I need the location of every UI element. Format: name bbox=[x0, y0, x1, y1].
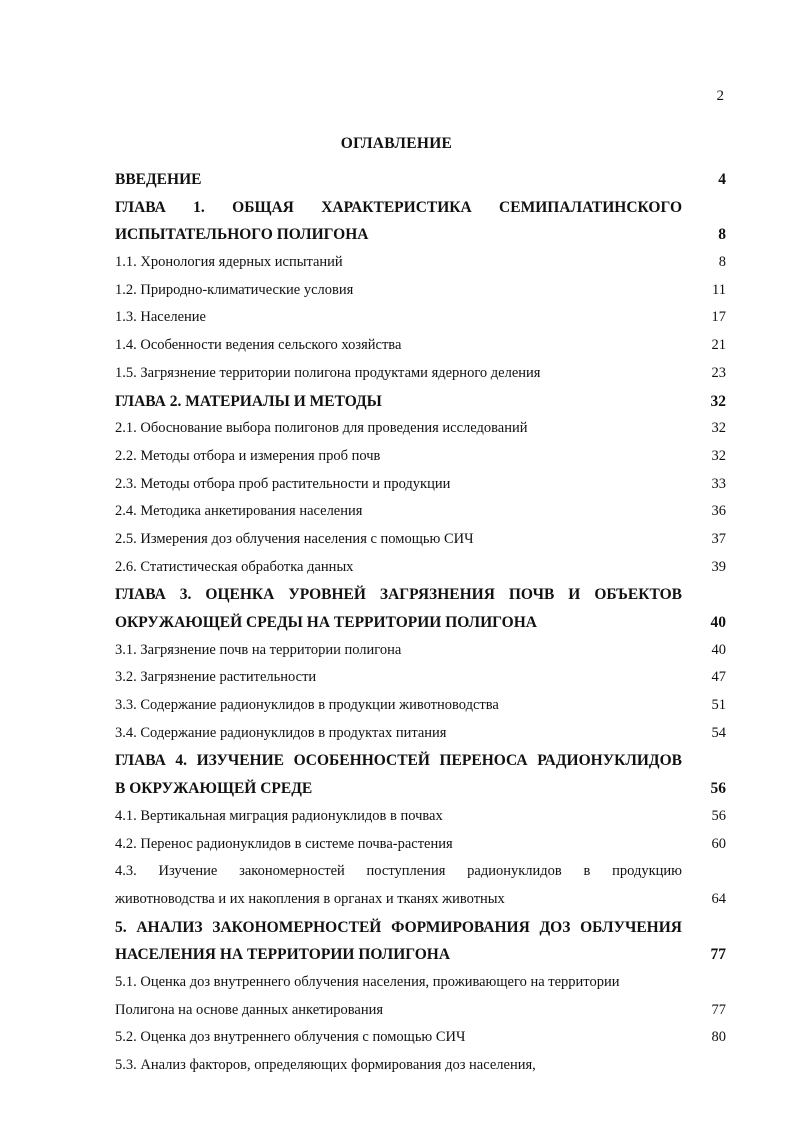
toc-entry bbox=[115, 969, 726, 997]
toc-entry-text: ОКРУЖАЮЩЕЙ СРЕДЫ НА ТЕРРИТОРИИ ПОЛИГОНА bbox=[115, 614, 537, 631]
toc-entry bbox=[115, 221, 726, 249]
toc-entry-text: 3.4. Содержание радионуклидов в продуктах питания bbox=[115, 724, 447, 741]
toc-entry-page: 51 bbox=[711, 697, 726, 714]
toc-entry bbox=[115, 388, 726, 416]
toc-entry-page bbox=[682, 969, 726, 997]
toc-entry bbox=[115, 415, 726, 443]
toc-entry bbox=[115, 886, 726, 914]
toc-entry-page: 40 bbox=[710, 614, 726, 631]
toc-entry-text: 4.2. Перенос радионуклидов в системе почва-растения bbox=[115, 835, 453, 852]
toc-entry bbox=[115, 194, 726, 222]
toc-entry-page: 17 bbox=[711, 309, 726, 326]
toc-entry-page: 40 bbox=[711, 641, 726, 658]
toc-entry-text: 1.3. Население bbox=[115, 309, 206, 326]
toc-entry bbox=[115, 498, 726, 526]
toc-entry bbox=[115, 249, 726, 277]
toc-entry-text: 2.6. Статистическая обработка данных bbox=[115, 558, 354, 575]
toc-entry-page: 77 bbox=[710, 946, 726, 964]
toc-entry-page: 56 bbox=[711, 807, 726, 824]
toc-entry-page bbox=[682, 914, 726, 942]
toc-title: ОГЛАВЛЕНИЕ bbox=[340, 135, 453, 152]
toc-entry bbox=[115, 1024, 726, 1052]
toc-entry-text: 2.2. Методы отбора и измерения проб почв bbox=[115, 447, 381, 464]
toc-entry-page: 64 bbox=[711, 890, 726, 907]
toc-entry-text: 5.2. Оценка доз внутреннего облучения с помощью СИЧ bbox=[115, 1029, 466, 1046]
toc-entry-text: 3.3. Содержание радионуклидов в продукции животноводства bbox=[115, 697, 499, 714]
toc-entry-page: 77 bbox=[711, 1001, 726, 1018]
toc-entry-text: 1.4. Особенности ведения сельского хозяйства bbox=[115, 337, 402, 354]
toc-entry-page: 23 bbox=[711, 364, 726, 381]
toc-entry bbox=[115, 914, 726, 942]
toc-entry bbox=[115, 166, 726, 194]
toc-entry-text: 3.2. Загрязнение растительности bbox=[115, 669, 317, 686]
toc-entry bbox=[115, 471, 726, 499]
toc-entry-page: 37 bbox=[711, 530, 726, 547]
toc-entry-text: 4.1. Вертикальная миграция радионуклидов в почвах bbox=[115, 807, 443, 824]
toc-entry-page: 4 bbox=[718, 171, 726, 188]
toc-entry-text: 2.5. Измерения доз облучения населения с помощью СИЧ bbox=[115, 530, 474, 547]
toc-entry bbox=[115, 692, 726, 720]
toc-entry bbox=[115, 831, 726, 859]
toc-entry-page bbox=[682, 747, 726, 775]
toc-entry-page bbox=[682, 194, 726, 222]
toc-entry-page: 80 bbox=[711, 1029, 726, 1046]
toc-entry-text: В ОКРУЖАЮЩЕЙ СРЕДЕ bbox=[115, 780, 313, 798]
toc-entry-page: 8 bbox=[718, 226, 726, 244]
toc-entry bbox=[115, 581, 726, 609]
toc-entry-page: 32 bbox=[711, 420, 726, 437]
toc-entry-page: 39 bbox=[711, 558, 726, 575]
toc-entry-page: 54 bbox=[711, 724, 726, 741]
toc-entry bbox=[115, 1052, 726, 1080]
toc-entry bbox=[115, 304, 726, 332]
toc-entry-text: 5. АНАЛИЗ ЗАКОНОМЕРНОСТЕЙ ФОРМИРОВАНИЯ ДОЗ ОБЛУЧЕНИЯ bbox=[115, 918, 682, 936]
toc-entry-page: 60 bbox=[711, 835, 726, 852]
toc-entry-text: 2.4. Методика анкетирования населения bbox=[115, 503, 363, 520]
toc-entry-text: 5.1. Оценка доз внутреннего облучения населения, проживающего на территории bbox=[115, 973, 620, 990]
toc-entry-text: 1.2. Природно-климатические условия bbox=[115, 281, 354, 298]
page-number: 2 bbox=[716, 88, 724, 104]
toc-entry-page: 36 bbox=[711, 503, 726, 520]
toc-entry-page: 11 bbox=[712, 281, 726, 298]
toc-entry bbox=[115, 526, 726, 554]
toc-entry-text: животноводства и их накопления в органах и тканях животных bbox=[115, 890, 505, 907]
toc-entry bbox=[115, 858, 726, 886]
toc-entry-page: 8 bbox=[718, 254, 726, 271]
toc-entry bbox=[115, 775, 726, 803]
toc-entry-text: 1.5. Загрязнение территории полигона продуктами ядерного деления bbox=[115, 364, 541, 381]
toc-entry-text: ГЛАВА 3. ОЦЕНКА УРОВНЕЙ ЗАГРЯЗНЕНИЯ ПОЧВ И ОБЪЕКТОВ bbox=[115, 586, 682, 604]
toc-entry-page bbox=[682, 1052, 726, 1080]
toc-entry-page: 56 bbox=[710, 780, 726, 798]
toc-entry-text: 5.3. Анализ факторов, определяющих формирования доз населения, bbox=[115, 1057, 536, 1073]
toc-entry bbox=[115, 941, 726, 969]
toc-entry bbox=[115, 360, 726, 388]
toc-entry-text: 2.3. Методы отбора проб растительности и продукции bbox=[115, 475, 451, 492]
toc-entry-text: ГЛАВА 1. ОБЩАЯ ХАРАКТЕРИСТИКА СЕМИПАЛАТИНСКОГО bbox=[115, 198, 682, 216]
toc-entry bbox=[115, 803, 726, 831]
toc-entry bbox=[115, 664, 726, 692]
toc-entry-page: 32 bbox=[710, 392, 726, 410]
toc-entry bbox=[115, 747, 726, 775]
toc-entry-page: 32 bbox=[711, 447, 726, 464]
toc-entry bbox=[115, 720, 726, 748]
toc-entry-text: ИСПЫТАТЕЛЬНОГО ПОЛИГОНА bbox=[115, 226, 369, 244]
toc-entry-page: 21 bbox=[711, 337, 726, 354]
toc-entry-text: Полигона на основе данных анкетирования bbox=[115, 1001, 384, 1018]
toc-entry-page bbox=[682, 858, 726, 886]
toc-entry-page: 47 bbox=[711, 669, 726, 686]
toc-entry-text: 4.3. Изучение закономерностей поступления радионуклидов в продукцию bbox=[115, 863, 682, 880]
toc-entry bbox=[115, 332, 726, 360]
toc-entry-text: ГЛАВА 2. МАТЕРИАЛЫ И МЕТОДЫ bbox=[115, 392, 382, 410]
toc-entry bbox=[115, 277, 726, 305]
toc-entry-page: 33 bbox=[711, 475, 726, 492]
toc-entry-text: ГЛАВА 4. ИЗУЧЕНИЕ ОСОБЕННОСТЕЙ ПЕРЕНОСА РАДИОНУКЛИДОВ bbox=[115, 752, 682, 770]
toc-entry-text: НАСЕЛЕНИЯ НА ТЕРРИТОРИИ ПОЛИГОНА bbox=[115, 946, 451, 964]
toc-entry-text: ВВЕДЕНИЕ bbox=[115, 171, 202, 188]
toc-entry-text: 2.1. Обоснование выбора полигонов для проведения исследований bbox=[115, 420, 528, 437]
toc-entry bbox=[115, 997, 726, 1025]
toc-entry-text: 3.1. Загрязнение почв на территории полигона bbox=[115, 641, 402, 658]
toc-entry-text: 1.1. Хронология ядерных испытаний bbox=[115, 254, 343, 271]
toc-entry bbox=[115, 443, 726, 471]
toc-entry-page bbox=[682, 581, 726, 609]
table-of-contents bbox=[115, 166, 726, 1080]
toc-entry bbox=[115, 609, 726, 637]
toc-entry bbox=[115, 637, 726, 665]
toc-entry bbox=[115, 554, 726, 582]
